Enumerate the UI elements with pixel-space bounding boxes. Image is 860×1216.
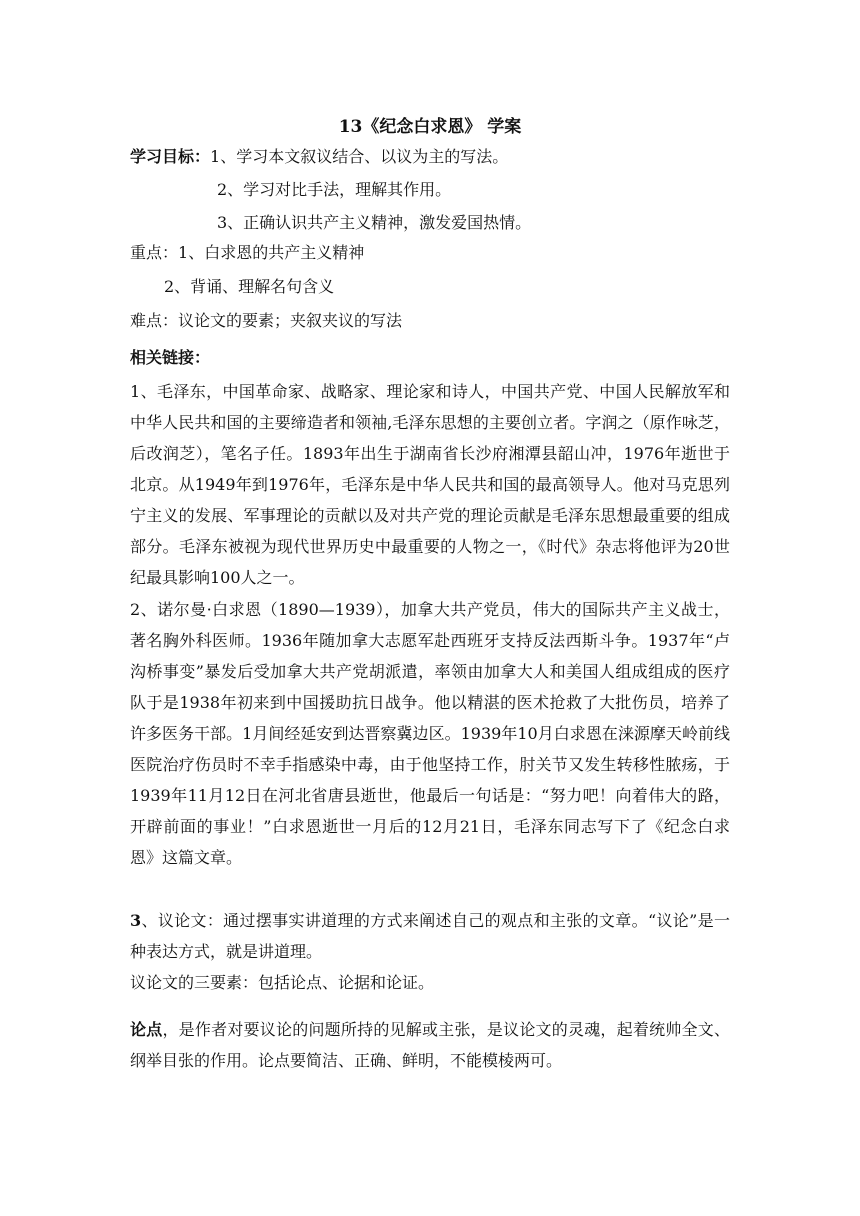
objective-1 [130,147,508,167]
paragraph-text: 、议论文：通过摆事实讲道理的方式来阐述自己的观点和主张的文章。“议论”是一种表达方式，就是讲道理。 [130,911,730,961]
paragraph-argumentative [130,905,730,967]
paragraph-text: ，是作者对要议论的问题所持的见解或主张，是议论文的灵魂，起着统帅全文、纲举目张的作用。论点要简洁、正确、鲜明，不能模棱两可。 [130,1020,730,1070]
paragraph-bethune: 2、诺尔曼·白求恩（1890—1939），加拿大共产党员，伟大的国际共产主义战士，著名胸外科医师。1936年随加拿大志愿军赴西班牙支持反法西斯斗争。1937年“卢沟桥事变”暴发后受加拿大共产党胡派遣，率领由加拿大人和美国人组成组成的医疗队于是1938年初来到中国援助抗日战争。他以精湛的医术抢救了大批伤员，培养了许多医务干部。1月间经延安到达晋察冀边区。1939年10月白求恩在涞源摩天岭前线医院治疗伤员时不幸手指感染中毒，由于他坚持工作，肘关节又发生转移性脓疡，于1939年11月12日在河北省唐县逝世，他最后一句话是：“努力吧！向着伟大的路，开辟前面的事业！”白求恩逝世一月后的12月21日，毛泽东同志写下了《纪念白求恩》这篇文章。 [130,600,730,867]
key-points-label: 重点： [130,243,179,262]
objective-2: 2、学习对比手法，理解其作用。 [217,180,452,199]
page-title: 13《纪念白求恩》 学案 [338,117,522,137]
objective-text: 1、学习本文叙议结合、以议为主的写法。 [210,147,509,166]
key-point-1 [130,243,364,263]
objectives-label: 学习目标： [130,147,211,166]
key-point-text: 1、白求恩的共产主义精神 [178,243,365,262]
objective-3: 3、正确认识共产主义精神，激发爱国热情。 [217,213,532,232]
difficulty: 难点：议论文的要素；夹叙夹议的写法 [130,311,403,330]
links-heading: 相关链接： [130,348,211,367]
paragraph-mao: 1、毛泽东，中国革命家、战略家、理论家和诗人，中国共产党、中国人民解放军和中华人民共和国的主要缔造者和领袖,毛泽东思想的主要创立者。字润之（原作咏芝，后改润芝），笔名子任。1893年出生于湖南省长沙府湘潭县韶山冲，1976年逝世于北京。从1949年到1976年，毛泽东是中华人民共和国的最高领导人。他对马克思列宁主义的发展、军事理论的贡献以及对共产党的理论贡献是毛泽东思想最重要的组成部分。毛泽东被视为现代世界历史中最重要的人物之一，《时代》杂志将他评为20世纪最具影响100人之一。 [130,382,730,587]
term-argument: 论点 [130,1020,163,1039]
item-number: 3 [130,911,142,930]
three-elements: 议论文的三要素：包括论点、论据和论证。 [130,973,435,992]
key-point-2: 2、背诵、理解名句含义 [164,277,335,296]
paragraph-argument [130,1014,730,1076]
